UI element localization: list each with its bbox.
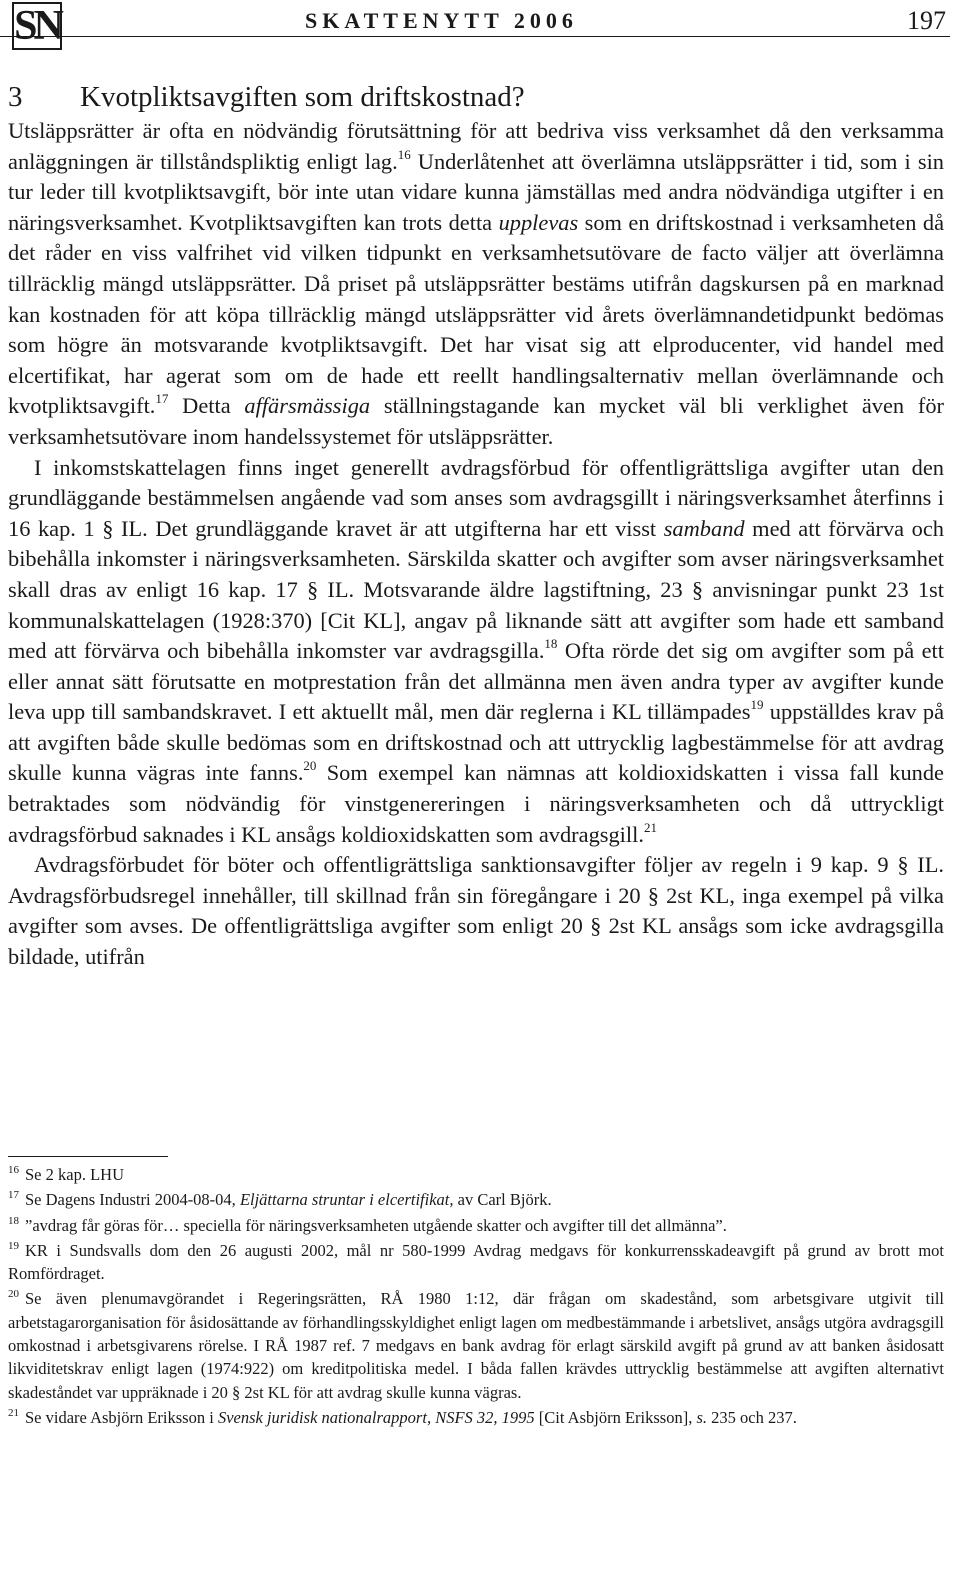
footnote <box>8 1406 944 1429</box>
running-title: SKATTENYTT 2006 <box>305 8 578 33</box>
footnote-ref: 19 <box>750 697 764 713</box>
footnote-rule <box>8 1156 168 1157</box>
footnote <box>8 1163 944 1186</box>
main-text <box>8 80 944 973</box>
footnote-number: 19 <box>8 1239 19 1252</box>
journal-logo: SN <box>12 2 62 50</box>
footnote <box>8 1214 944 1237</box>
text-run: Se vidare Asbjörn Eriksson i <box>25 1407 218 1427</box>
footnote <box>8 1188 944 1211</box>
text-run: Ofta rörde det sig om avgifter som på ett eller annat sätt förutsatte en motprestation från det allmänna men även andra typer av avgifter kunde leva upp till sambandskravet. I ett aktuellt mål, men där reglerna i KL tillämpades <box>8 638 944 725</box>
footnote-number: 20 <box>8 1288 19 1301</box>
text-run: med att förvärva och bibehålla inkomster i näringsverksamheten. Särskilda skatter och avgifter som avser näringsverksamhet skall dras av enligt 16 kap. 17 § IL. Motsvarande äldre lagstiftning, 23 § anvisningar punkt 23 1st kommunalskattelagen (1928:370) [Cit KL], angav på liknande sätt att avgifter som hade ett samband med att förvärva och bibehålla inkomster var avdragsgilla. <box>8 515 944 664</box>
paragraph <box>8 850 944 972</box>
emphasis: s. <box>696 1407 707 1427</box>
footnote-ref: 18 <box>544 636 558 652</box>
section-title: Kvotpliktsavgiften som driftskostnad? <box>80 81 525 113</box>
text-run: ställningstagande kan mycket väl bli verklighet även för verksamhetsutövare inom handelssystemet för utsläppsrätter. <box>8 393 944 449</box>
text-run: som en driftskostnad i verksamheten då det råder en viss valfrihet vid vilken tidpunkt en verksamhetsutövare de facto väljer att överlämna tillräcklig mängd utsläppsrätter. Då priset på utsläppsrätter bestäms utifrån dagskursen på en marknad kan kostnaden för att köpa tillräcklig mängd utsläppsrätter vid årets överlämnandetidpunkt bedömas som högre än motsvarande kvotpliktsavgift. Det har visat sig att elproducenter, vid handel med elcertifikat, har agerat som om de hade ett reellt handlingsalternativ mellan överlämnande och kvotpliktsavgift. <box>8 209 945 419</box>
text-run: Se Dagens Industri 2004-08-04, <box>25 1190 240 1210</box>
text-run: Underlåtenhet att överlämna utsläppsrätter i tid, som i sin tur leder till kvotpliktsavgift, bör inte utan vidare kunna jämställas med andra nödvändiga utgifter i en näringsverksamhet. Kvotpliktsavgiften kan trots detta <box>8 148 945 235</box>
emphasis: Svensk juridisk nationalrapport, NSFS 32, 1995 <box>217 1407 535 1427</box>
emphasis: affärsmässiga <box>244 393 371 419</box>
text-run: [Cit Asbjörn Eriksson], <box>534 1407 697 1427</box>
section-number: 3 <box>8 81 23 113</box>
text-run: Se även plenumavgörandet i Regeringsrätten, RÅ 1980 1:12, där frågan om skadestånd, som arbetsgivare utgivit till arbetstagarorganisation för åsidosättande av förhandlingsskyldighet enligt lagen om medbestämmande i arbetslivet, ansågs utgöra avdragsgill omkostnad i arbetsgivarens rörelse. I RÅ 1987 ref. 7 medgavs en bank avdrag för erlagt särskild avgift på grund av att banken åsidosatt likviditetskrav enligt lagen (1974:922) om kreditpolitiska medel. I båda fallen krävdes uttrycklig bestämmelse att avgiften alternativt skadeståndet var uppräknade i 20 § 2st KL för att avdrag skulle kunna vägras. <box>8 1289 944 1402</box>
emphasis: Eljättarna struntar i elcertifikat, <box>239 1190 454 1210</box>
footnote-ref: 16 <box>397 146 411 162</box>
footnote-number: 18 <box>8 1214 19 1227</box>
page-header <box>0 0 960 58</box>
footnote-number: 16 <box>8 1164 19 1176</box>
emphasis: upplevas <box>498 209 579 235</box>
footnotes <box>8 1156 944 1431</box>
text-run: Avdragsförbudet för böter och offentligrättsliga sanktionsavgifter följer av regeln i 9 kap. 9 § IL. Avdragsförbudsregel innehåller, till skillnad från sin föregångare i 20 § 2st KL, inga exempel på vilka avgifter som avses. De offentligrättsliga avgifter som enligt 20 § 2st KL ansågs som icke avdragsgilla bildade, utifrån <box>8 852 944 970</box>
text-run: Som exempel kan nämnas att koldioxidskatten i vissa fall kunde betraktades som nödvändig för vinstgenereringen i näringsverksamheten och då uttryckligt avdragsförbud saknades i KL ansågs koldioxidskatten som avdragsgill. <box>8 760 944 847</box>
header-rule <box>0 36 950 37</box>
text-run: Se 2 kap. LHU <box>25 1165 124 1184</box>
paragraph <box>8 453 944 851</box>
section-heading <box>8 80 944 114</box>
footnote-number: 21 <box>8 1406 19 1419</box>
text-run: ”avdrag får göras för… speciella för näringsverksamheten utgående skatter och avgifter till det allmänna”. <box>25 1215 727 1235</box>
emphasis: samband <box>663 515 745 541</box>
footnote-ref: 21 <box>643 819 657 835</box>
paragraph <box>8 116 944 453</box>
footnote-number: 17 <box>8 1189 19 1202</box>
footnote-ref: 17 <box>155 391 169 407</box>
footnote <box>8 1239 944 1286</box>
text-run: KR i Sundsvalls dom den 26 augusti 2002, mål nr 580-1999 Avdrag medgavs för konkurrensskadeavgift på grund av brott mot Romfördraget. <box>8 1240 944 1284</box>
footnote <box>8 1287 944 1403</box>
text-run: 235 och 237. <box>707 1407 797 1427</box>
text-run: Detta <box>168 393 245 419</box>
footnote-list <box>8 1163 944 1429</box>
footnote-ref: 20 <box>303 758 317 774</box>
text-run: uppställdes krav på att avgiften både skulle bedömas som en driftskostnad och att uttrycklig lagbestämmelse för att avdrag skulle kunna vägras inte fanns. <box>8 699 945 786</box>
text-run: I inkomstskattelagen finns inget generellt avdragsförbud för offentligrättsliga avgifter utan den grundläggande bestämmelsen angående vad som anses som avdragsgillt i näringsverksamhet återfinns i 16 kap. 1 § IL. Det grundläggande kravet är att utgifterna har ett visst <box>8 454 944 541</box>
text-run: Utsläppsrätter är ofta en nödvändig förutsättning för att bedriva viss verksamhet då den verksamma anläggningen är tillståndspliktig enligt lag. <box>8 118 944 174</box>
page-number: 197 <box>907 6 946 35</box>
text-run: av Carl Björk. <box>453 1190 552 1210</box>
